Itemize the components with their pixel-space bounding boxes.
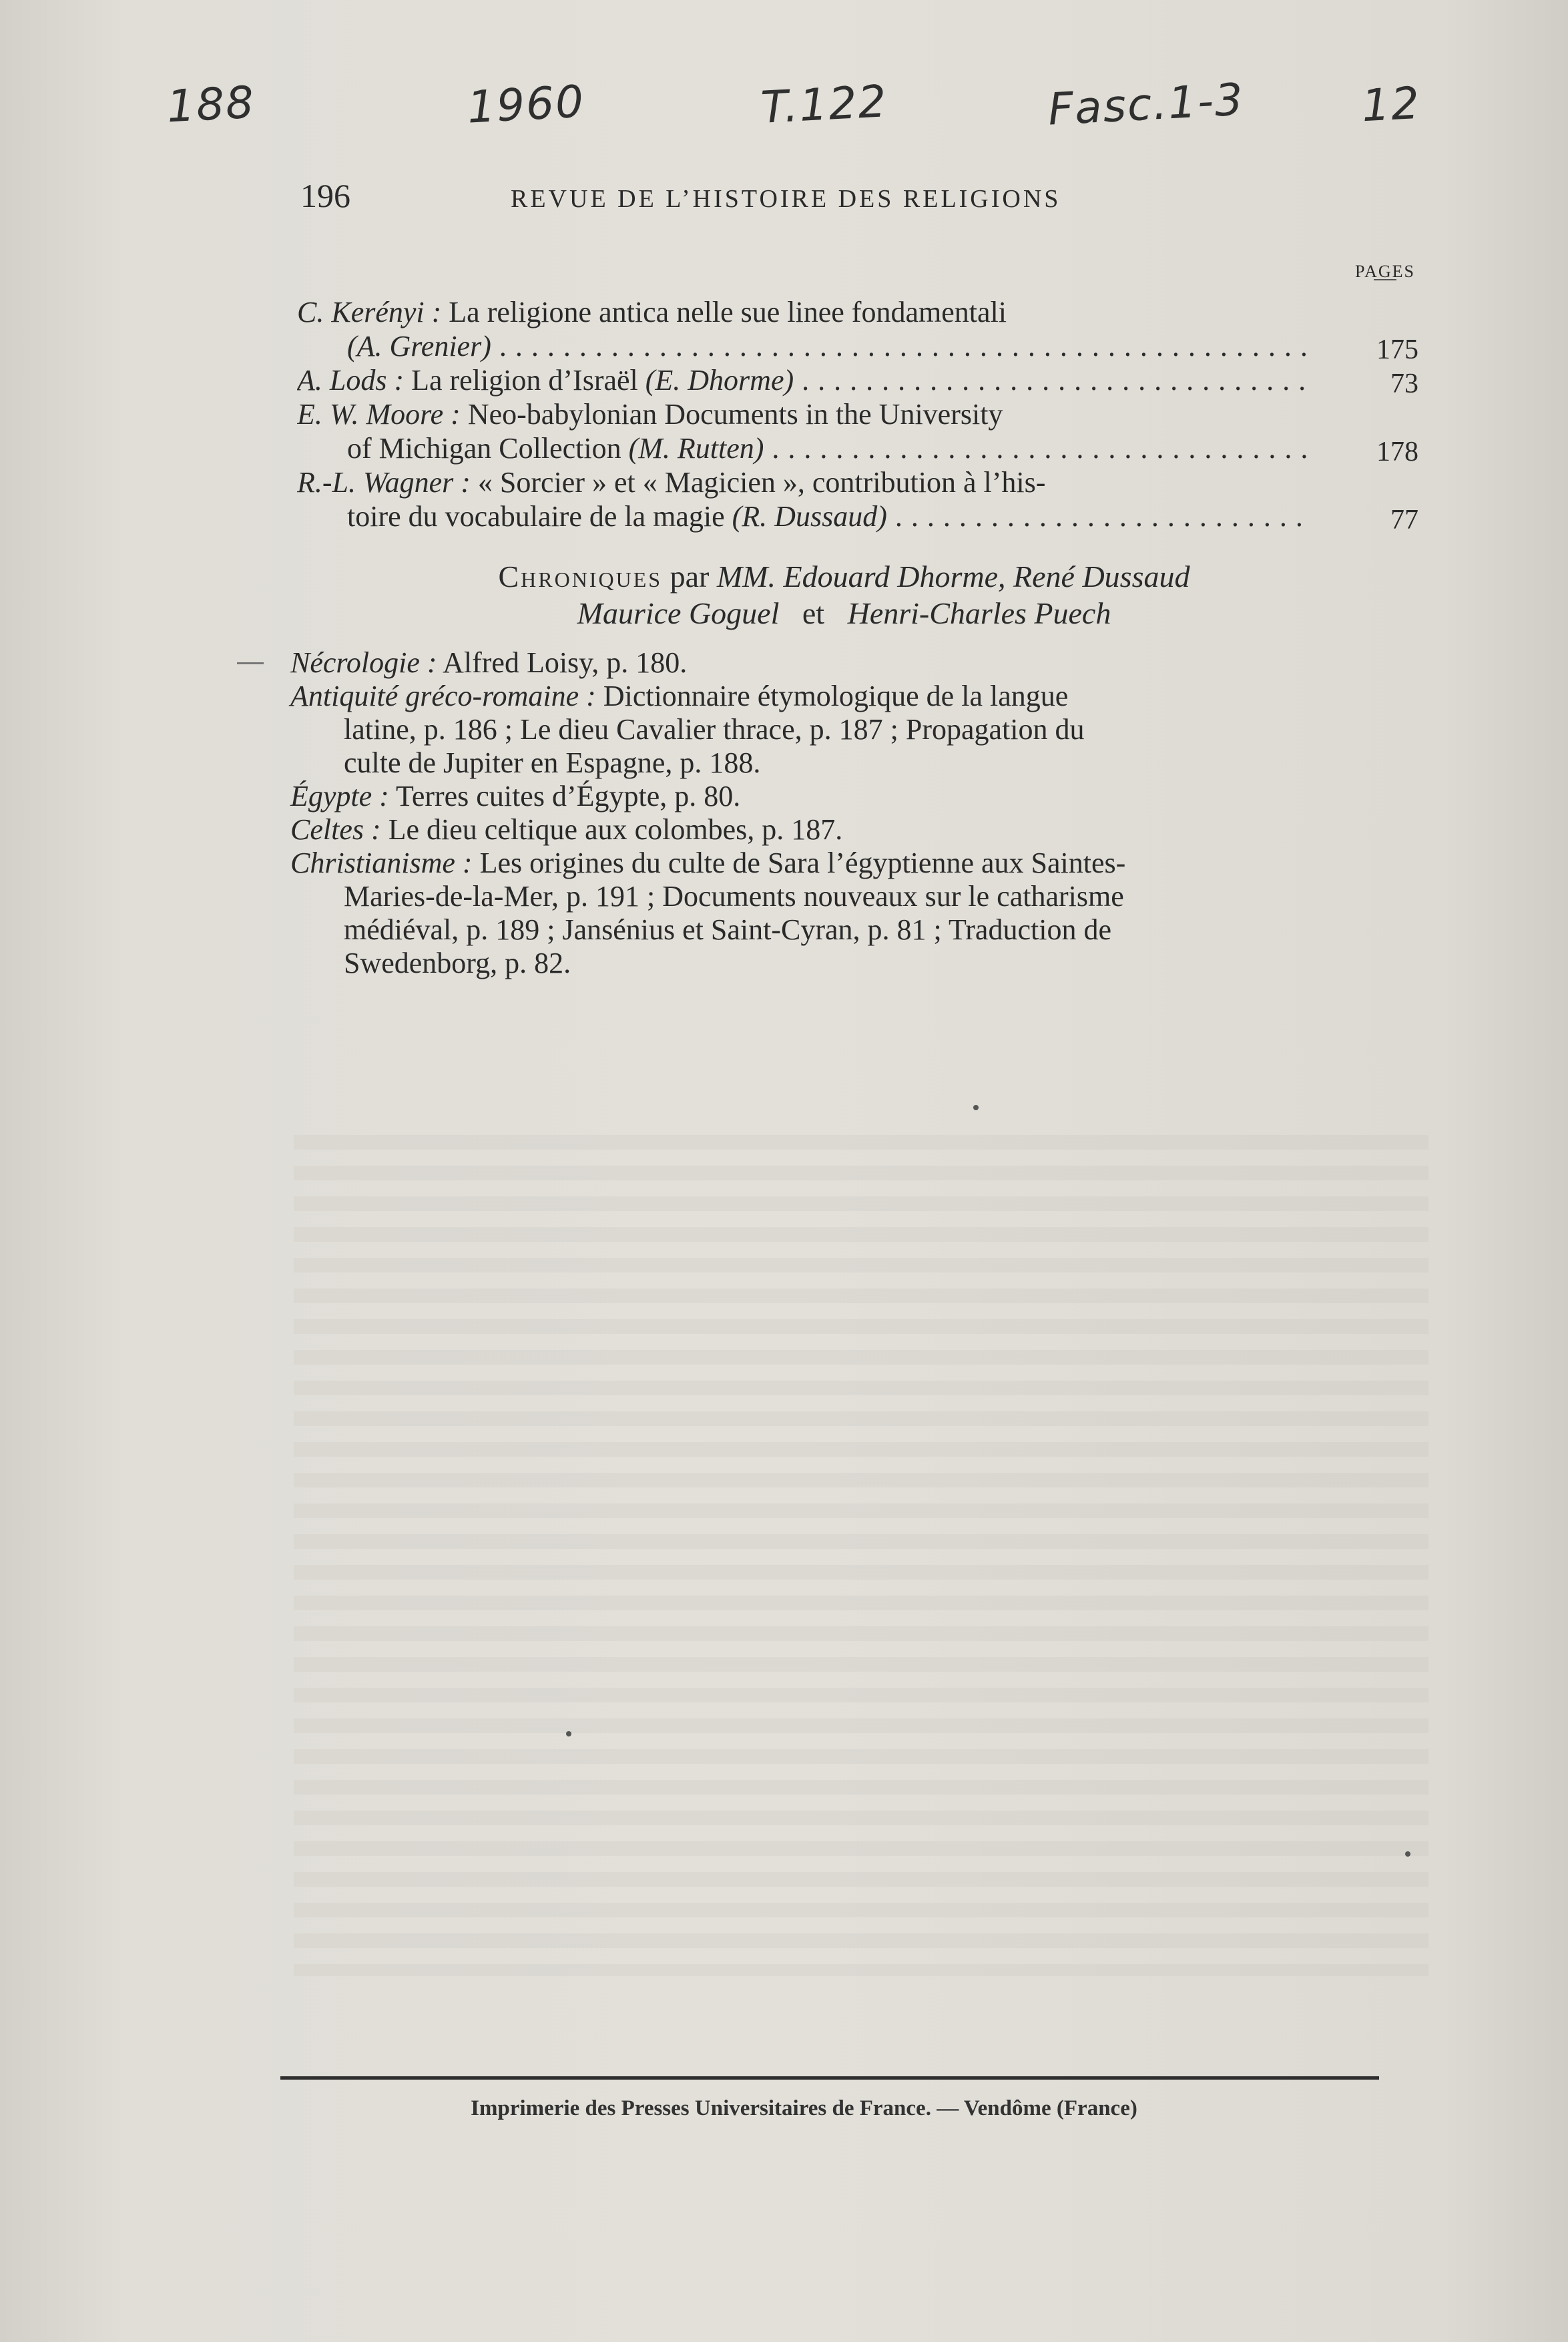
book-review-list [297,295,1418,533]
pages-dash [1374,279,1396,280]
entry-line [297,465,1312,499]
et-word: et [802,596,825,630]
title: La religion d’Israël [404,364,645,397]
page-ref: 77 [1390,505,1418,535]
reviewer: (R. Dussaud) [732,500,887,533]
show-through-text [294,1135,1428,1976]
chronicle-text: Le dieu celtique aux colombes, p. 187. [380,813,843,846]
page-number: 196 [300,177,350,214]
chronicle-item [290,680,1418,780]
page-ref: 175 [1376,334,1418,365]
margin-mark [237,662,264,664]
chronicle-label: Antiquité gréco-romaine : [290,680,596,712]
chronicle-text: Alfred Loisy, p. 180. [437,646,688,679]
handwritten-note: 12 [1360,77,1422,132]
handwritten-note: 188 [166,76,256,133]
section-label: Chroniques [498,559,663,594]
book-review-entry [297,363,1418,397]
title: La religione antica nelle sue linee fondamentali [441,296,1007,328]
author: C. Kerényi : [297,296,442,328]
book-review-entry [297,397,1418,465]
chronicle-line: culte de Jupiter en Espagne, p. 188. [344,746,761,779]
chronicle-label: Christianisme : [290,847,473,879]
title: Neo-babylonian Documents in the University [460,398,1003,431]
chronicle-line [290,780,1418,813]
running-head [300,176,1408,223]
chronicle-line [290,680,1418,713]
journal-title: REVUE DE L’HISTOIRE DES RELIGIONS [511,185,1061,213]
chronicle-line [290,813,1418,847]
entry-line [297,499,1312,533]
chronicle-list [290,646,1418,980]
entry-line [297,363,1312,397]
entry-line [297,329,1312,363]
handwritten-annotations [0,73,1568,152]
heading-line [0,558,1568,595]
reviewer: (A. Grenier) [347,330,491,363]
printer-imprint: Imprimerie des Presses Universitaires de France. — Vendôme (France) [471,2096,1137,2120]
chronicle-item [290,847,1418,980]
chronicle-line [290,847,1418,880]
author: E. W. Moore : [297,398,461,431]
contributor: Henri-Charles Puech [847,596,1111,630]
speck [973,1105,979,1110]
book-review-entry [297,465,1418,533]
reviewer: (M. Rutten) [628,432,764,465]
contributor: Maurice Goguel [577,596,780,630]
title: of Michigan Collection [347,432,629,465]
entry-line [297,397,1312,431]
page-ref: 73 [1390,369,1418,399]
chronicle-text: Les origines du culte de Sara l’égyptienne aux Saintes- [472,847,1126,879]
reviewer: (E. Dhorme) [645,364,794,397]
chronicle-text: Terres cuites d’Égypte, p. 80. [388,780,741,812]
par-word: par [670,559,710,594]
author: R.-L. Wagner : [297,466,471,499]
heading-line [0,595,1568,632]
entry-line [297,431,1312,465]
chronicle-text: Dictionnaire étymologique de la langue [595,680,1069,712]
page-ref: 178 [1376,437,1418,467]
chronicle-label: Celtes : [290,813,381,846]
chronicle-item [290,646,1418,680]
title: « Sorcier » et « Magicien », contribution à l’his- [470,466,1046,499]
book-review-entry [297,295,1418,363]
contributors: MM. Edouard Dhorme, René Dussaud [716,559,1190,594]
speck [566,1731,571,1736]
chronicle-label: Égypte : [290,780,389,812]
chronicle-label: Nécrologie : [290,646,437,679]
author: A. Lods : [297,364,405,397]
chronicle-line: Maries-de-la-Mer, p. 191 ; Documents nouveaux sur le catharisme [344,880,1124,913]
chronicle-line [290,646,1418,680]
title: toire du vocabulaire de la magie [347,500,732,533]
entry-line [297,295,1312,329]
chronicle-line: latine, p. 186 ; Le dieu Cavalier thrace, p. 187 ; Propagation du [344,713,1085,746]
pages-column-label: PAGES [1355,262,1415,281]
chronicle-line: médiéval, p. 189 ; Jansénius et Saint-Cyran, p. 81 ; Traduction de [344,913,1111,946]
speck [1405,1851,1410,1857]
chronicle-item [290,780,1418,813]
handwritten-note: T.122 [760,75,889,134]
chronicle-line: Swedenborg, p. 82. [344,947,571,979]
footer-rule [280,2076,1379,2080]
chroniques-heading [0,558,1568,632]
handwritten-note: 1960 [466,75,586,134]
handwritten-note: Fasc.1-3 [1047,73,1246,136]
chronicle-item [290,813,1418,847]
